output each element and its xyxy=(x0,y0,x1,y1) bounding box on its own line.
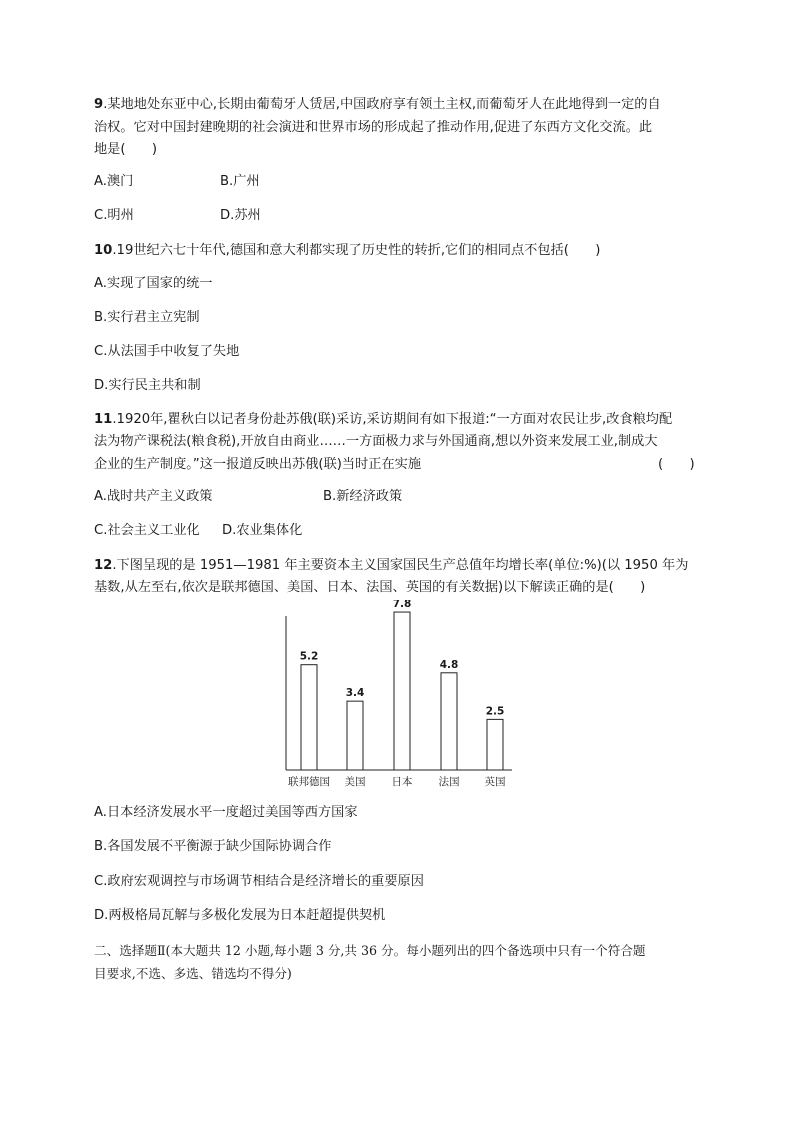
q11-option-b: B.新经济政策 xyxy=(323,489,403,504)
q11-number: 11 xyxy=(94,412,113,427)
q10-number: 10 xyxy=(94,243,113,258)
section-2-line-1: 二、选择题Ⅱ(本大题共 12 小题,每小题 3 分,共 36 分。每小题列出的四个备选项中只有一个符合题 xyxy=(94,943,646,958)
q9-line-2: 治权。它对中国封建晚期的社会演进和世界市场的形成起了推动作用,促进了东西方文化交流。此 xyxy=(94,120,653,135)
q9-line-3: 地是( ) xyxy=(94,142,158,157)
bar-2 xyxy=(347,701,363,770)
q10-line-1: 10.19世纪六七十年代,德国和意大利都实现了历史性的转折,它们的相同点不包括( ) xyxy=(94,243,601,258)
q10-option-a: A.实现了国家的统一 xyxy=(94,276,213,291)
q9-option-a: A.澳门 xyxy=(94,174,134,189)
q10-option-c: C.从法国手中收复了失地 xyxy=(94,344,240,359)
q11-line-2: 法为物产课税法(粮食税),开放自由商业……一方面极力求与外国通商,想以外资来发展工业,制成大 xyxy=(94,434,658,449)
x-tick-label-1: 联邦德国 xyxy=(288,776,330,788)
q12-option-a: A.日本经济发展水平一度超过美国等西方国家 xyxy=(94,805,358,820)
q11-answer-bracket: ( ) xyxy=(658,457,695,472)
data-label-1: 5.2 xyxy=(299,650,319,663)
bar-3 xyxy=(394,612,410,770)
bar-1 xyxy=(301,665,317,770)
x-tick-label-4: 法国 xyxy=(438,776,460,788)
data-label-3: 7.8 xyxy=(392,600,412,611)
x-tick-label-2: 美国 xyxy=(344,776,366,788)
q11-line-3: 企业的生产制度。”这一报道反映出苏俄(联)当时正在实施 xyxy=(94,457,422,472)
q12-option-c: C.政府宏观调控与市场调节相结合是经济增长的重要原因 xyxy=(94,874,424,889)
x-tick-label-3: 日本 xyxy=(391,776,413,788)
q12-number: 12 xyxy=(94,558,113,573)
q12-line-1: 12.下图呈现的是 1951—1981 年主要资本主义国家国民生产总值年均增长率(单位:%)(以 1950 年为 xyxy=(94,558,689,573)
data-label-5: 2.5 xyxy=(485,705,505,718)
gnp-growth-bar-chart xyxy=(270,600,530,795)
q11-option-a: A.战时共产主义政策 xyxy=(94,489,213,504)
data-label-2: 3.4 xyxy=(345,687,365,700)
x-tick-label-5: 英国 xyxy=(484,776,506,788)
q9-option-b: B.广州 xyxy=(220,174,260,189)
q12-line-2: 基数,从左至右,依次是联邦德国、美国、日本、法国、英国的有关数据)以下解读正确的是( ) xyxy=(94,580,646,595)
bar-4 xyxy=(441,673,457,770)
q12-option-d: D.两极格局瓦解与多极化发展为日本赶超提供契机 xyxy=(94,908,386,923)
q10-option-b: B.实行君主立宪制 xyxy=(94,310,200,325)
q9-number: 9 xyxy=(94,97,104,112)
q11-line-1: 11.1920年,瞿秋白以记者身份赴苏俄(联)采访,采访期间有如下报道:“一方面对农民让步,改食粮均配 xyxy=(94,412,673,427)
q11-option-d: D.农业集体化 xyxy=(222,523,303,538)
q12-option-b: B.各国发展不平衡源于缺少国际协调合作 xyxy=(94,839,332,854)
bar-5 xyxy=(487,719,503,770)
q10-option-d: D.实行民主共和制 xyxy=(94,378,201,393)
data-label-4: 4.8 xyxy=(439,658,459,671)
q9-option-d: D.苏州 xyxy=(220,208,261,223)
q11-option-c: C.社会主义工业化 xyxy=(94,523,200,538)
q9-option-c: C.明州 xyxy=(94,208,134,223)
section-2-line-2: 目要求,不选、多选、错选均不得分) xyxy=(94,966,292,981)
q9-line-1: 9.某地地处东亚中心,长期由葡萄牙人赁居,中国政府享有领土主权,而葡萄牙人在此地得到一定的自 xyxy=(94,97,661,112)
